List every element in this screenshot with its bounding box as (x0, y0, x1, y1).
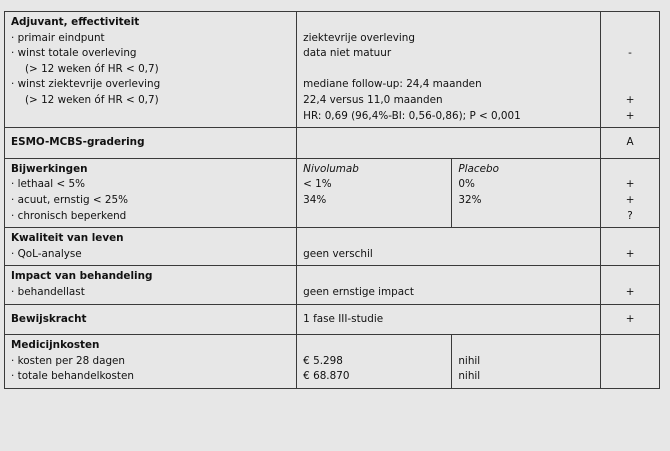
bullet-icon: · (11, 247, 15, 260)
kosten-score-cell (601, 335, 660, 389)
value-text: nihil (458, 354, 481, 367)
value-text: 1 fase III-studie (303, 312, 384, 325)
score-mark: + (625, 93, 635, 106)
list-item (11, 209, 290, 225)
column-header-nivolumab: Nivolumab (303, 162, 359, 175)
value-text: geen verschil (303, 247, 373, 260)
list-item (11, 247, 290, 263)
row-kwaliteit-van-leven (5, 228, 660, 266)
bijwerkingen-nivolumab-cell (297, 158, 452, 227)
list-item (11, 46, 290, 62)
bijwerkingen-placebo-cell (452, 158, 601, 227)
row-bewijskracht (5, 304, 660, 335)
bewijskracht-score-cell (601, 304, 660, 335)
item-winst-ziektevrije-overleving: winst ziektevrije overleving (17, 78, 161, 91)
list-item (11, 31, 290, 47)
kwaliteit-label-cell (5, 228, 297, 266)
bullet-icon: · (11, 47, 15, 60)
value-text: geen ernstige impact (303, 285, 414, 298)
item-totale-behandelkosten: totale behandelkosten (17, 370, 134, 383)
score-mark: + (625, 312, 635, 325)
bullet-icon: · (11, 78, 15, 91)
row-bijwerkingen (5, 158, 660, 227)
bewijskracht-label-cell (5, 304, 297, 335)
impact-label-cell (5, 266, 297, 304)
value-text: HR: 0,69 (96,4%-BI: 0,56-0,86); P < 0,001 (303, 109, 521, 122)
item-primair-eindpunt: primair eindpunt (17, 31, 105, 44)
list-item (11, 193, 290, 209)
list-item-note: (> 12 weken óf HR < 0,7) (25, 62, 159, 75)
value-text: nihil (458, 370, 481, 383)
kwaliteit-value-cell (297, 228, 601, 266)
value-text: € 68.870 (303, 370, 350, 383)
row-adjuvant-effectiviteit (5, 12, 660, 128)
kosten-label-cell (5, 335, 297, 389)
value-text: 34% (303, 193, 327, 206)
row-esmo (5, 128, 660, 159)
value-text: < 1% (303, 178, 332, 191)
kosten-placebo-cell (452, 335, 601, 389)
bullet-icon: · (11, 354, 15, 367)
score-mark: ? (627, 209, 633, 222)
list-item (11, 285, 290, 301)
score-mark: A (626, 136, 634, 149)
bullet-icon: · (11, 178, 15, 191)
value-text: 0% (458, 178, 475, 191)
section-title-kosten: Medicijnkosten (11, 339, 100, 352)
list-item (11, 369, 290, 385)
item-chronisch-beperkend: chronisch beperkend (17, 209, 127, 222)
kosten-nivolumab-cell (297, 335, 452, 389)
score-mark: + (625, 109, 635, 122)
item-acuut-ernstig: acuut, ernstig < 25% (17, 193, 128, 206)
section-title-kwaliteit: Kwaliteit van leven (11, 232, 124, 245)
item-winst-totale-overleving: winst totale overleving (17, 47, 137, 60)
value-text: data niet matuur (303, 47, 392, 60)
evaluation-table (4, 11, 660, 389)
bewijskracht-value-cell (297, 304, 601, 335)
esmo-label-cell (5, 128, 297, 159)
value-text: 22,4 versus 11,0 maanden (303, 93, 443, 106)
bullet-icon: · (11, 209, 15, 222)
section-title-adjuvant: Adjuvant, effectiviteit (11, 16, 140, 28)
item-qol-analyse: QoL-analyse (17, 247, 82, 260)
adjuvant-score-cell (601, 12, 660, 128)
score-mark: - (628, 47, 632, 60)
impact-value-cell (297, 266, 601, 304)
impact-score-cell (601, 266, 660, 304)
bijwerkingen-label-cell (5, 158, 297, 227)
score-mark: + (625, 285, 635, 298)
value-text: ziektevrije overleving (303, 31, 415, 44)
item-lethaal: lethaal < 5% (17, 178, 85, 191)
adjuvant-label-cell (5, 12, 297, 128)
kwaliteit-score-cell (601, 228, 660, 266)
section-title-bijwerkingen: Bijwerkingen (11, 162, 88, 175)
esmo-value-cell (297, 128, 601, 159)
adjuvant-value-cell (297, 12, 601, 128)
bullet-icon: · (11, 285, 15, 298)
item-kosten-per-28-dagen: kosten per 28 dagen (17, 354, 126, 367)
bullet-icon: · (11, 370, 15, 383)
bullet-icon: · (11, 31, 15, 44)
score-mark: + (625, 193, 635, 206)
section-title-bewijskracht: Bewijskracht (11, 312, 87, 325)
score-mark: + (625, 178, 635, 191)
item-behandellast: behandellast (17, 285, 85, 298)
column-header-placebo: Placebo (458, 162, 499, 175)
row-medicijnkosten (5, 335, 660, 389)
score-mark: + (625, 247, 635, 260)
list-item-note: (> 12 weken óf HR < 0,7) (25, 93, 159, 106)
list-item (11, 77, 290, 93)
esmo-score-cell (601, 128, 660, 159)
section-title-impact: Impact van behandeling (11, 270, 153, 283)
value-text: mediane follow-up: 24,4 maanden (303, 78, 482, 91)
value-text: € 5.298 (303, 354, 343, 367)
value-text: 32% (458, 193, 482, 206)
section-title-esmo: ESMO-MCBS-gradering (11, 136, 145, 149)
list-item (11, 354, 290, 370)
bijwerkingen-score-cell (601, 158, 660, 227)
bullet-icon: · (11, 193, 15, 206)
list-item (11, 177, 290, 193)
row-impact-van-behandeling (5, 266, 660, 304)
